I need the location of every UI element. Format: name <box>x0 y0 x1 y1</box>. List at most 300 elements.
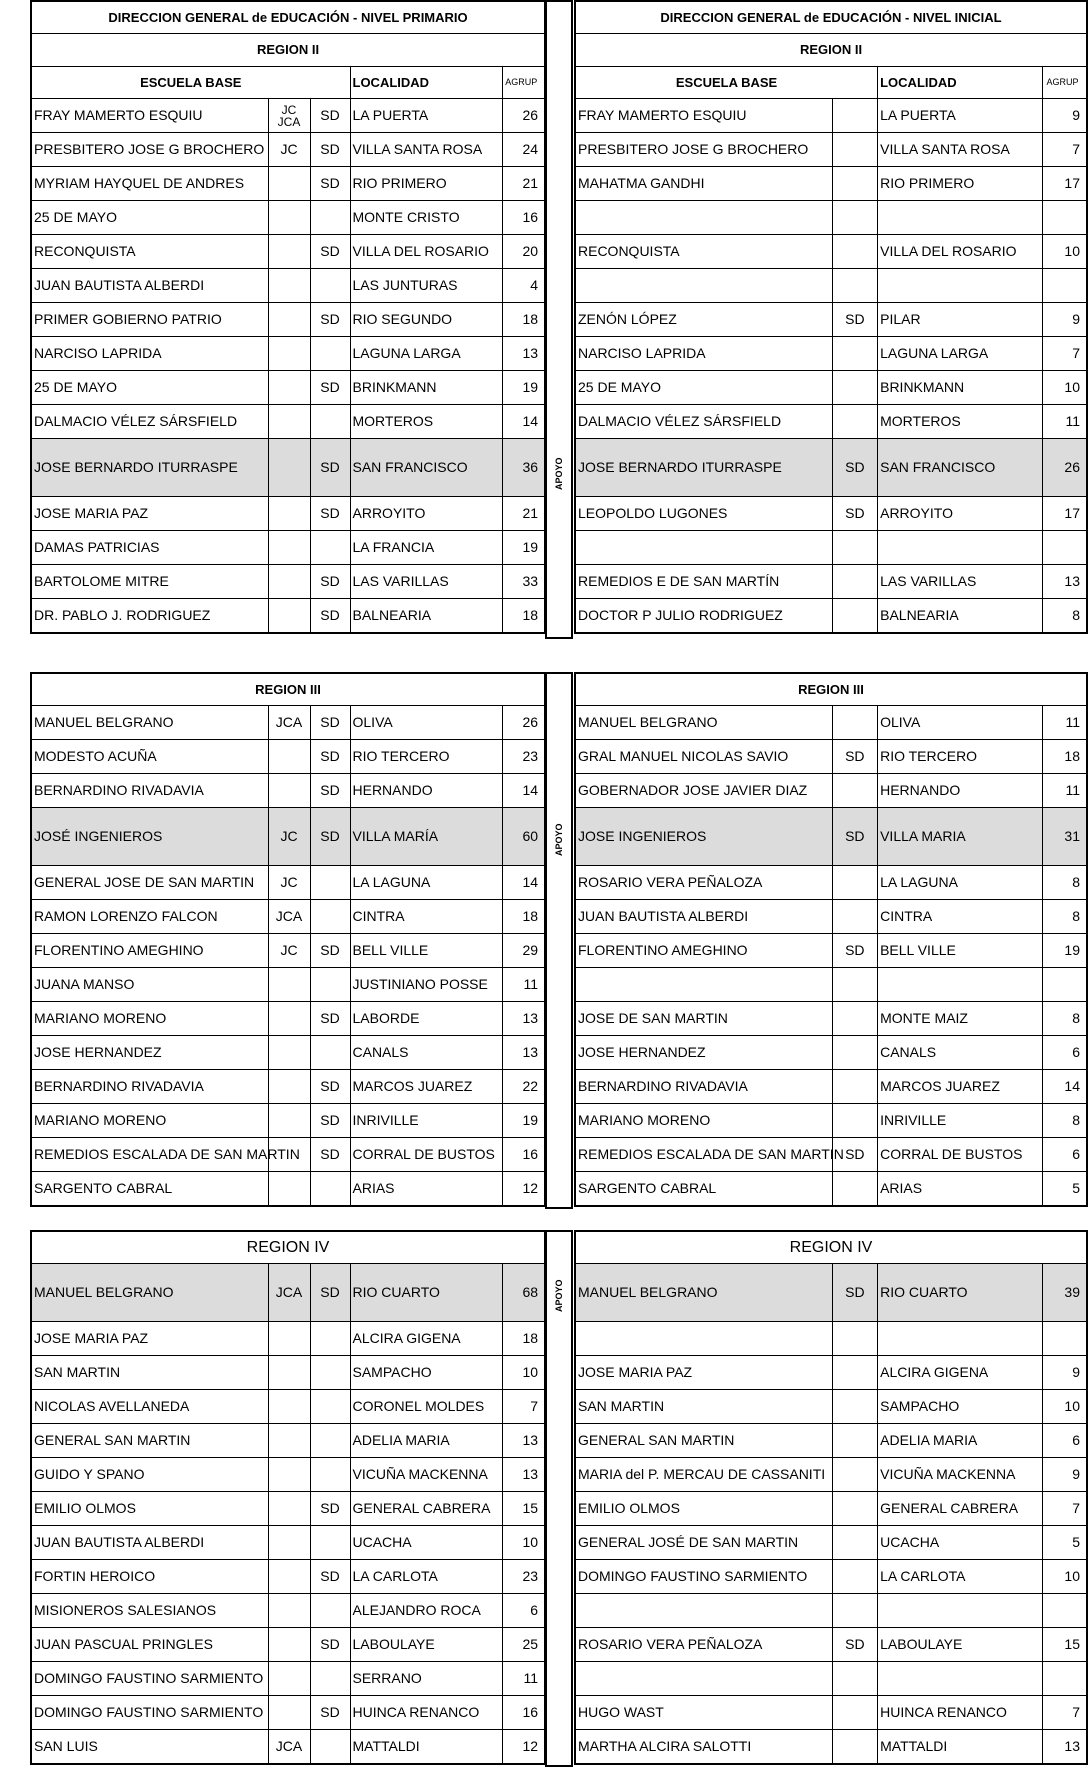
sd-cell <box>310 968 350 1002</box>
table-row <box>31 1526 545 1560</box>
primario-table <box>30 672 546 1207</box>
escuela-cell: PRESBITERO JOSE G BROCHERO <box>31 133 268 167</box>
sd-cell: SD <box>310 706 350 740</box>
localidad-cell: MARCOS JUAREZ <box>350 1070 502 1104</box>
sd-cell: SD <box>832 1628 878 1662</box>
jc-cell <box>268 497 310 531</box>
sd-cell <box>310 1390 350 1424</box>
table-row <box>31 1628 545 1662</box>
escuela-cell: SARGENTO CABRAL <box>31 1172 268 1206</box>
table-row <box>31 439 545 497</box>
table-row <box>31 167 545 201</box>
jc-cell <box>268 1322 310 1356</box>
localidad-cell: LA CARLOTA <box>350 1560 502 1594</box>
sd-cell: SD <box>310 303 350 337</box>
localidad-cell: LAGUNA LARGA <box>350 337 502 371</box>
localidad-cell: BELL VILLE <box>878 934 1043 968</box>
escuela-cell: FLORENTINO AMEGHINO <box>575 934 832 968</box>
localidad-cell <box>878 1322 1043 1356</box>
escuela-cell: PRESBITERO JOSE G BROCHERO <box>575 133 832 167</box>
sd-cell: SD <box>310 934 350 968</box>
jc-cell <box>268 269 310 303</box>
agrup-cell: 60 <box>502 808 545 866</box>
table-row <box>31 565 545 599</box>
localidad-cell: ALCIRA GIGENA <box>350 1322 502 1356</box>
escuela-cell: GENERAL JOSE DE SAN MARTIN <box>31 866 268 900</box>
localidad-cell: RIO CUARTO <box>350 1264 502 1322</box>
sd-cell <box>310 1458 350 1492</box>
table-row <box>575 303 1087 337</box>
table-row <box>31 1730 545 1764</box>
agrup-cell: 18 <box>502 599 545 633</box>
agrup-cell: 13 <box>502 1458 545 1492</box>
localidad-cell: SAMPACHO <box>350 1356 502 1390</box>
jc-cell <box>268 1104 310 1138</box>
agrup-cell: 26 <box>1042 439 1087 497</box>
agrup-cell: 10 <box>1042 371 1087 405</box>
escuela-cell: JOSE BERNARDO ITURRASPE <box>31 439 268 497</box>
localidad-cell: LABORDE <box>350 1002 502 1036</box>
agrup-cell: 7 <box>1043 1492 1088 1526</box>
escuela-cell: NARCISO LAPRIDA <box>575 337 832 371</box>
escuela-cell: GRAL MANUEL NICOLAS SAVIO <box>575 740 832 774</box>
localidad-cell: SAN FRANCISCO <box>350 439 502 497</box>
region-row <box>31 673 545 706</box>
sd-cell <box>832 1390 878 1424</box>
table-row <box>31 405 545 439</box>
jc-cell: JC <box>268 133 310 167</box>
agrup-cell: 7 <box>1042 337 1087 371</box>
sd-cell: SD <box>832 1138 878 1172</box>
localidad-cell: OLIVA <box>878 706 1043 740</box>
table-row <box>575 1526 1087 1560</box>
jc-cell <box>268 531 310 565</box>
sd-cell <box>832 531 878 565</box>
sd-cell: SD <box>310 167 350 201</box>
localidad-cell: CORRAL DE BUSTOS <box>350 1138 502 1172</box>
table-row <box>575 774 1087 808</box>
agrup-cell: 18 <box>502 1322 545 1356</box>
localidad-cell: HUINCA RENANCO <box>350 1696 502 1730</box>
table-row <box>31 934 545 968</box>
inicial-table <box>574 1230 1088 1765</box>
jc-cell <box>268 1036 310 1070</box>
sd-cell: SD <box>310 1560 350 1594</box>
sd-cell: SD <box>310 497 350 531</box>
jc-cell <box>268 1492 310 1526</box>
localidad-cell <box>878 269 1043 303</box>
agrup-cell: 22 <box>502 1070 545 1104</box>
sd-cell <box>832 1458 878 1492</box>
table-row <box>575 337 1087 371</box>
escuela-cell: JUAN PASCUAL PRINGLES <box>31 1628 268 1662</box>
table-row <box>31 1172 545 1206</box>
agrup-cell: 29 <box>502 934 545 968</box>
table-row <box>31 1560 545 1594</box>
agrup-cell: 17 <box>1042 167 1087 201</box>
localidad-cell: LA CARLOTA <box>878 1560 1043 1594</box>
escuela-cell: RECONQUISTA <box>575 235 832 269</box>
localidad-cell: RIO CUARTO <box>878 1264 1043 1322</box>
region-title: REGION II <box>31 34 545 67</box>
agrup-cell: 26 <box>502 99 545 133</box>
agrup-cell: 6 <box>1042 1036 1087 1070</box>
localidad-cell: PILAR <box>878 303 1043 337</box>
agrup-cell <box>1043 1322 1088 1356</box>
escuela-cell: DOMINGO FAUSTINO SARMIENTO <box>31 1696 268 1730</box>
localidad-cell: CORRAL DE BUSTOS <box>878 1138 1043 1172</box>
table-row <box>575 934 1087 968</box>
agrup-cell: 19 <box>502 371 545 405</box>
sd-cell <box>310 1594 350 1628</box>
agrup-cell: 8 <box>1042 900 1087 934</box>
escuela-cell: JUAN BAUTISTA ALBERDI <box>31 269 268 303</box>
agrup-cell: 6 <box>1042 1138 1087 1172</box>
agrup-cell: 24 <box>502 133 545 167</box>
apoyo-label: APOYO <box>554 1279 564 1313</box>
localidad-cell: LAS VARILLAS <box>350 565 502 599</box>
agrup-cell: 13 <box>502 337 545 371</box>
sd-cell: SD <box>310 1002 350 1036</box>
sd-cell: SD <box>832 497 878 531</box>
sd-cell <box>310 1662 350 1696</box>
agrup-cell: 7 <box>502 1390 545 1424</box>
agrup-cell: 10 <box>502 1526 545 1560</box>
table-row <box>575 1696 1087 1730</box>
table-row <box>575 201 1087 235</box>
localidad-cell <box>878 1662 1043 1696</box>
escuela-cell: DALMACIO VÉLEZ SÁRSFIELD <box>31 405 268 439</box>
localidad-cell: MORTEROS <box>350 405 502 439</box>
table-row <box>575 808 1087 866</box>
localidad-cell: RIO SEGUNDO <box>350 303 502 337</box>
sd-cell: SD <box>310 371 350 405</box>
sd-cell: SD <box>310 1696 350 1730</box>
sd-cell <box>832 706 878 740</box>
sd-cell <box>832 371 878 405</box>
localidad-cell: JUSTINIANO POSSE <box>350 968 502 1002</box>
col-agrup: AGRUP <box>502 66 545 99</box>
escuela-cell: MYRIAM HAYQUEL DE ANDRES <box>31 167 268 201</box>
table-row <box>31 371 545 405</box>
localidad-cell: HERNANDO <box>878 774 1043 808</box>
table-row <box>575 1172 1087 1206</box>
localidad-cell: OLIVA <box>350 706 502 740</box>
agrup-cell: 14 <box>502 405 545 439</box>
escuela-cell: MISIONEROS SALESIANOS <box>31 1594 268 1628</box>
localidad-cell: ARROYITO <box>878 497 1043 531</box>
jc-cell: JCA <box>268 1264 310 1322</box>
sd-cell <box>310 201 350 235</box>
agrup-cell: 5 <box>1043 1526 1088 1560</box>
table-row <box>31 1696 545 1730</box>
sd-cell <box>310 337 350 371</box>
localidad-cell: HUINCA RENANCO <box>878 1696 1043 1730</box>
level-title: DIRECCION GENERAL de EDUCACIÓN - NIVEL PRIMARIO <box>31 1 545 34</box>
table-row <box>575 1458 1087 1492</box>
sd-cell <box>832 866 878 900</box>
table-row <box>575 531 1087 565</box>
escuela-cell: JOSE BERNARDO ITURRASPE <box>575 439 832 497</box>
localidad-cell: MATTALDI <box>878 1730 1043 1764</box>
escuela-cell: MANUEL BELGRANO <box>31 1264 268 1322</box>
inicial-table <box>574 0 1088 634</box>
agrup-cell: 6 <box>502 1594 545 1628</box>
jc-cell <box>268 1356 310 1390</box>
agrup-cell: 6 <box>1043 1424 1088 1458</box>
agrup-cell: 16 <box>502 1138 545 1172</box>
escuela-cell: FORTIN HEROICO <box>31 1560 268 1594</box>
sd-cell <box>832 1492 878 1526</box>
localidad-cell: LA PUERTA <box>878 99 1043 133</box>
escuela-cell: REMEDIOS ESCALADA DE SAN MARTIN <box>31 1138 268 1172</box>
agrup-cell: 13 <box>502 1424 545 1458</box>
jc-cell <box>268 337 310 371</box>
table-row <box>575 405 1087 439</box>
escuela-cell: BERNARDINO RIVADAVIA <box>575 1070 832 1104</box>
sd-cell: SD <box>310 1104 350 1138</box>
region-row <box>575 673 1087 706</box>
localidad-cell: RIO PRIMERO <box>350 167 502 201</box>
escuela-cell: 25 DE MAYO <box>31 201 268 235</box>
localidad-cell: ALEJANDRO ROCA <box>350 1594 502 1628</box>
table-row <box>31 303 545 337</box>
jc-cell <box>268 1696 310 1730</box>
localidad-cell: ARIAS <box>350 1172 502 1206</box>
localidad-cell: UCACHA <box>350 1526 502 1560</box>
region-title: REGION II <box>575 34 1087 67</box>
jc-cell <box>268 405 310 439</box>
sd-cell: SD <box>310 439 350 497</box>
jc-cell <box>268 1002 310 1036</box>
jc-cell <box>268 1458 310 1492</box>
localidad-cell: MONTE MAIZ <box>878 1002 1043 1036</box>
region-title: REGION IV <box>575 1231 1087 1264</box>
sd-cell: SD <box>310 1070 350 1104</box>
jc-cell <box>268 1390 310 1424</box>
region-row <box>31 34 545 67</box>
table-row <box>575 968 1087 1002</box>
inicial-table <box>574 672 1088 1207</box>
agrup-cell: 9 <box>1043 1356 1088 1390</box>
agrup-cell: 23 <box>502 740 545 774</box>
escuela-cell: MANUEL BELGRANO <box>575 706 832 740</box>
escuela-cell <box>575 1662 832 1696</box>
table-row <box>575 599 1087 633</box>
table-row <box>31 1264 545 1322</box>
localidad-cell: VILLA DEL ROSARIO <box>878 235 1043 269</box>
localidad-cell: INRIVILLE <box>878 1104 1043 1138</box>
table-row <box>575 1730 1087 1764</box>
header-row <box>575 1 1087 34</box>
table-row <box>31 866 545 900</box>
agrup-cell: 19 <box>1042 934 1087 968</box>
sd-cell <box>832 167 878 201</box>
localidad-cell: LAS VARILLAS <box>878 565 1043 599</box>
sd-cell: SD <box>310 133 350 167</box>
sd-cell <box>832 1662 878 1696</box>
escuela-cell <box>575 1594 832 1628</box>
escuela-cell: JOSE MARIA PAZ <box>575 1356 832 1390</box>
table-row <box>575 1424 1087 1458</box>
table-row <box>31 599 545 633</box>
table-row <box>31 497 545 531</box>
agrup-cell: 21 <box>502 167 545 201</box>
table-row <box>575 497 1087 531</box>
region-title: REGION IV <box>31 1231 545 1264</box>
escuela-cell: GOBERNADOR JOSE JAVIER DIAZ <box>575 774 832 808</box>
jc-cell <box>268 774 310 808</box>
escuela-cell: ROSARIO VERA PEÑALOZA <box>575 866 832 900</box>
agrup-cell: 21 <box>502 497 545 531</box>
escuela-cell: FLORENTINO AMEGHINO <box>31 934 268 968</box>
table-row <box>31 740 545 774</box>
escuela-cell: JOSE MARIA PAZ <box>31 497 268 531</box>
escuela-cell: GENERAL SAN MARTIN <box>31 1424 268 1458</box>
localidad-cell: ADELIA MARIA <box>350 1424 502 1458</box>
sd-cell <box>310 1356 350 1390</box>
agrup-cell: 18 <box>502 900 545 934</box>
agrup-cell: 13 <box>502 1036 545 1070</box>
jc-cell <box>268 201 310 235</box>
jc-cell <box>268 1172 310 1206</box>
localidad-cell: CINTRA <box>878 900 1043 934</box>
table-row <box>31 235 545 269</box>
jc-cell <box>268 1628 310 1662</box>
table-row <box>31 99 545 133</box>
localidad-cell: VICUÑA MACKENNA <box>878 1458 1043 1492</box>
escuela-cell: RECONQUISTA <box>31 235 268 269</box>
sd-cell: SD <box>310 1264 350 1322</box>
sd-cell <box>832 774 878 808</box>
escuela-cell: REMEDIOS ESCALADA DE SAN MARTIN <box>575 1138 832 1172</box>
escuela-cell: JUAN BAUTISTA ALBERDI <box>575 900 832 934</box>
agrup-cell: 7 <box>1042 133 1087 167</box>
agrup-cell: 14 <box>502 774 545 808</box>
jc-cell: JC JCA <box>268 99 310 133</box>
agrup-cell: 8 <box>1042 1002 1087 1036</box>
localidad-cell: LA LAGUNA <box>878 866 1043 900</box>
region-row <box>31 1231 545 1264</box>
localidad-cell: LABOULAYE <box>878 1628 1043 1662</box>
escuela-cell <box>575 269 832 303</box>
escuela-cell: EMILIO OLMOS <box>575 1492 832 1526</box>
table-row <box>31 774 545 808</box>
sd-cell <box>832 405 878 439</box>
sd-cell <box>310 531 350 565</box>
escuela-cell: JUANA MANSO <box>31 968 268 1002</box>
agrup-cell: 14 <box>1042 1070 1087 1104</box>
table-row <box>31 269 545 303</box>
agrup-cell: 5 <box>1042 1172 1087 1206</box>
table-row <box>31 337 545 371</box>
localidad-cell: BALNEARIA <box>350 599 502 633</box>
agrup-cell: 11 <box>502 968 545 1002</box>
escuela-cell: 25 DE MAYO <box>575 371 832 405</box>
table-row <box>31 808 545 866</box>
localidad-cell: MARCOS JUAREZ <box>878 1070 1043 1104</box>
table-row <box>575 99 1087 133</box>
escuela-cell: HUGO WAST <box>575 1696 832 1730</box>
agrup-cell: 19 <box>502 1104 545 1138</box>
agrup-cell: 11 <box>1042 774 1087 808</box>
jc-cell <box>268 968 310 1002</box>
agrup-cell: 10 <box>1043 1390 1088 1424</box>
table-row <box>575 1662 1087 1696</box>
sd-cell <box>832 133 878 167</box>
localidad-cell: VILLA MARIA <box>878 808 1043 866</box>
sd-cell <box>832 1322 878 1356</box>
escuela-cell: DOCTOR P JULIO RODRIGUEZ <box>575 599 832 633</box>
localidad-cell: CINTRA <box>350 900 502 934</box>
agrup-cell: 15 <box>502 1492 545 1526</box>
table-row <box>575 1138 1087 1172</box>
escuela-cell: MARIANO MORENO <box>31 1104 268 1138</box>
localidad-cell: VILLA SANTA ROSA <box>878 133 1043 167</box>
primario-table <box>30 0 546 634</box>
table-row <box>31 1390 545 1424</box>
sd-cell <box>310 405 350 439</box>
localidad-cell: RIO PRIMERO <box>878 167 1043 201</box>
table-row <box>575 1356 1087 1390</box>
table-row <box>31 201 545 235</box>
sd-cell: SD <box>310 599 350 633</box>
region-row <box>575 1231 1087 1264</box>
agrup-cell: 10 <box>1042 235 1087 269</box>
apoyo-strip <box>545 0 573 639</box>
apoyo-strip <box>545 672 573 1209</box>
agrup-cell <box>1042 968 1087 1002</box>
table-row <box>31 1492 545 1526</box>
escuela-cell: GENERAL SAN MARTIN <box>575 1424 832 1458</box>
sd-cell <box>832 1424 878 1458</box>
sd-cell: SD <box>310 1628 350 1662</box>
agrup-cell: 8 <box>1042 866 1087 900</box>
escuela-cell: EMILIO OLMOS <box>31 1492 268 1526</box>
table-row <box>575 269 1087 303</box>
sd-cell <box>310 1172 350 1206</box>
sd-cell <box>832 565 878 599</box>
table-row <box>31 133 545 167</box>
sd-cell <box>832 1560 878 1594</box>
localidad-cell <box>878 968 1043 1002</box>
localidad-cell: INRIVILLE <box>350 1104 502 1138</box>
escuela-cell: BERNARDINO RIVADAVIA <box>31 1070 268 1104</box>
agrup-cell: 13 <box>502 1002 545 1036</box>
sd-cell <box>832 1036 878 1070</box>
sd-cell: SD <box>832 303 878 337</box>
localidad-cell: RIO TERCERO <box>350 740 502 774</box>
jc-cell: JC <box>268 808 310 866</box>
localidad-cell: LABOULAYE <box>350 1628 502 1662</box>
localidad-cell: LA PUERTA <box>350 99 502 133</box>
localidad-cell: LA FRANCIA <box>350 531 502 565</box>
jc-cell <box>268 1526 310 1560</box>
sd-cell: SD <box>832 934 878 968</box>
escuela-cell: PRIMER GOBIERNO PATRIO <box>31 303 268 337</box>
jc-cell <box>268 303 310 337</box>
agrup-cell: 13 <box>1043 1730 1088 1764</box>
localidad-cell: BALNEARIA <box>878 599 1043 633</box>
localidad-cell: SERRANO <box>350 1662 502 1696</box>
escuela-cell: JOSE HERNANDEZ <box>31 1036 268 1070</box>
apoyo-strip <box>545 1230 573 1767</box>
sd-cell <box>832 1730 878 1764</box>
table-row <box>31 1594 545 1628</box>
table-row <box>575 1628 1087 1662</box>
agrup-cell: 33 <box>502 565 545 599</box>
escuela-cell: NARCISO LAPRIDA <box>31 337 268 371</box>
